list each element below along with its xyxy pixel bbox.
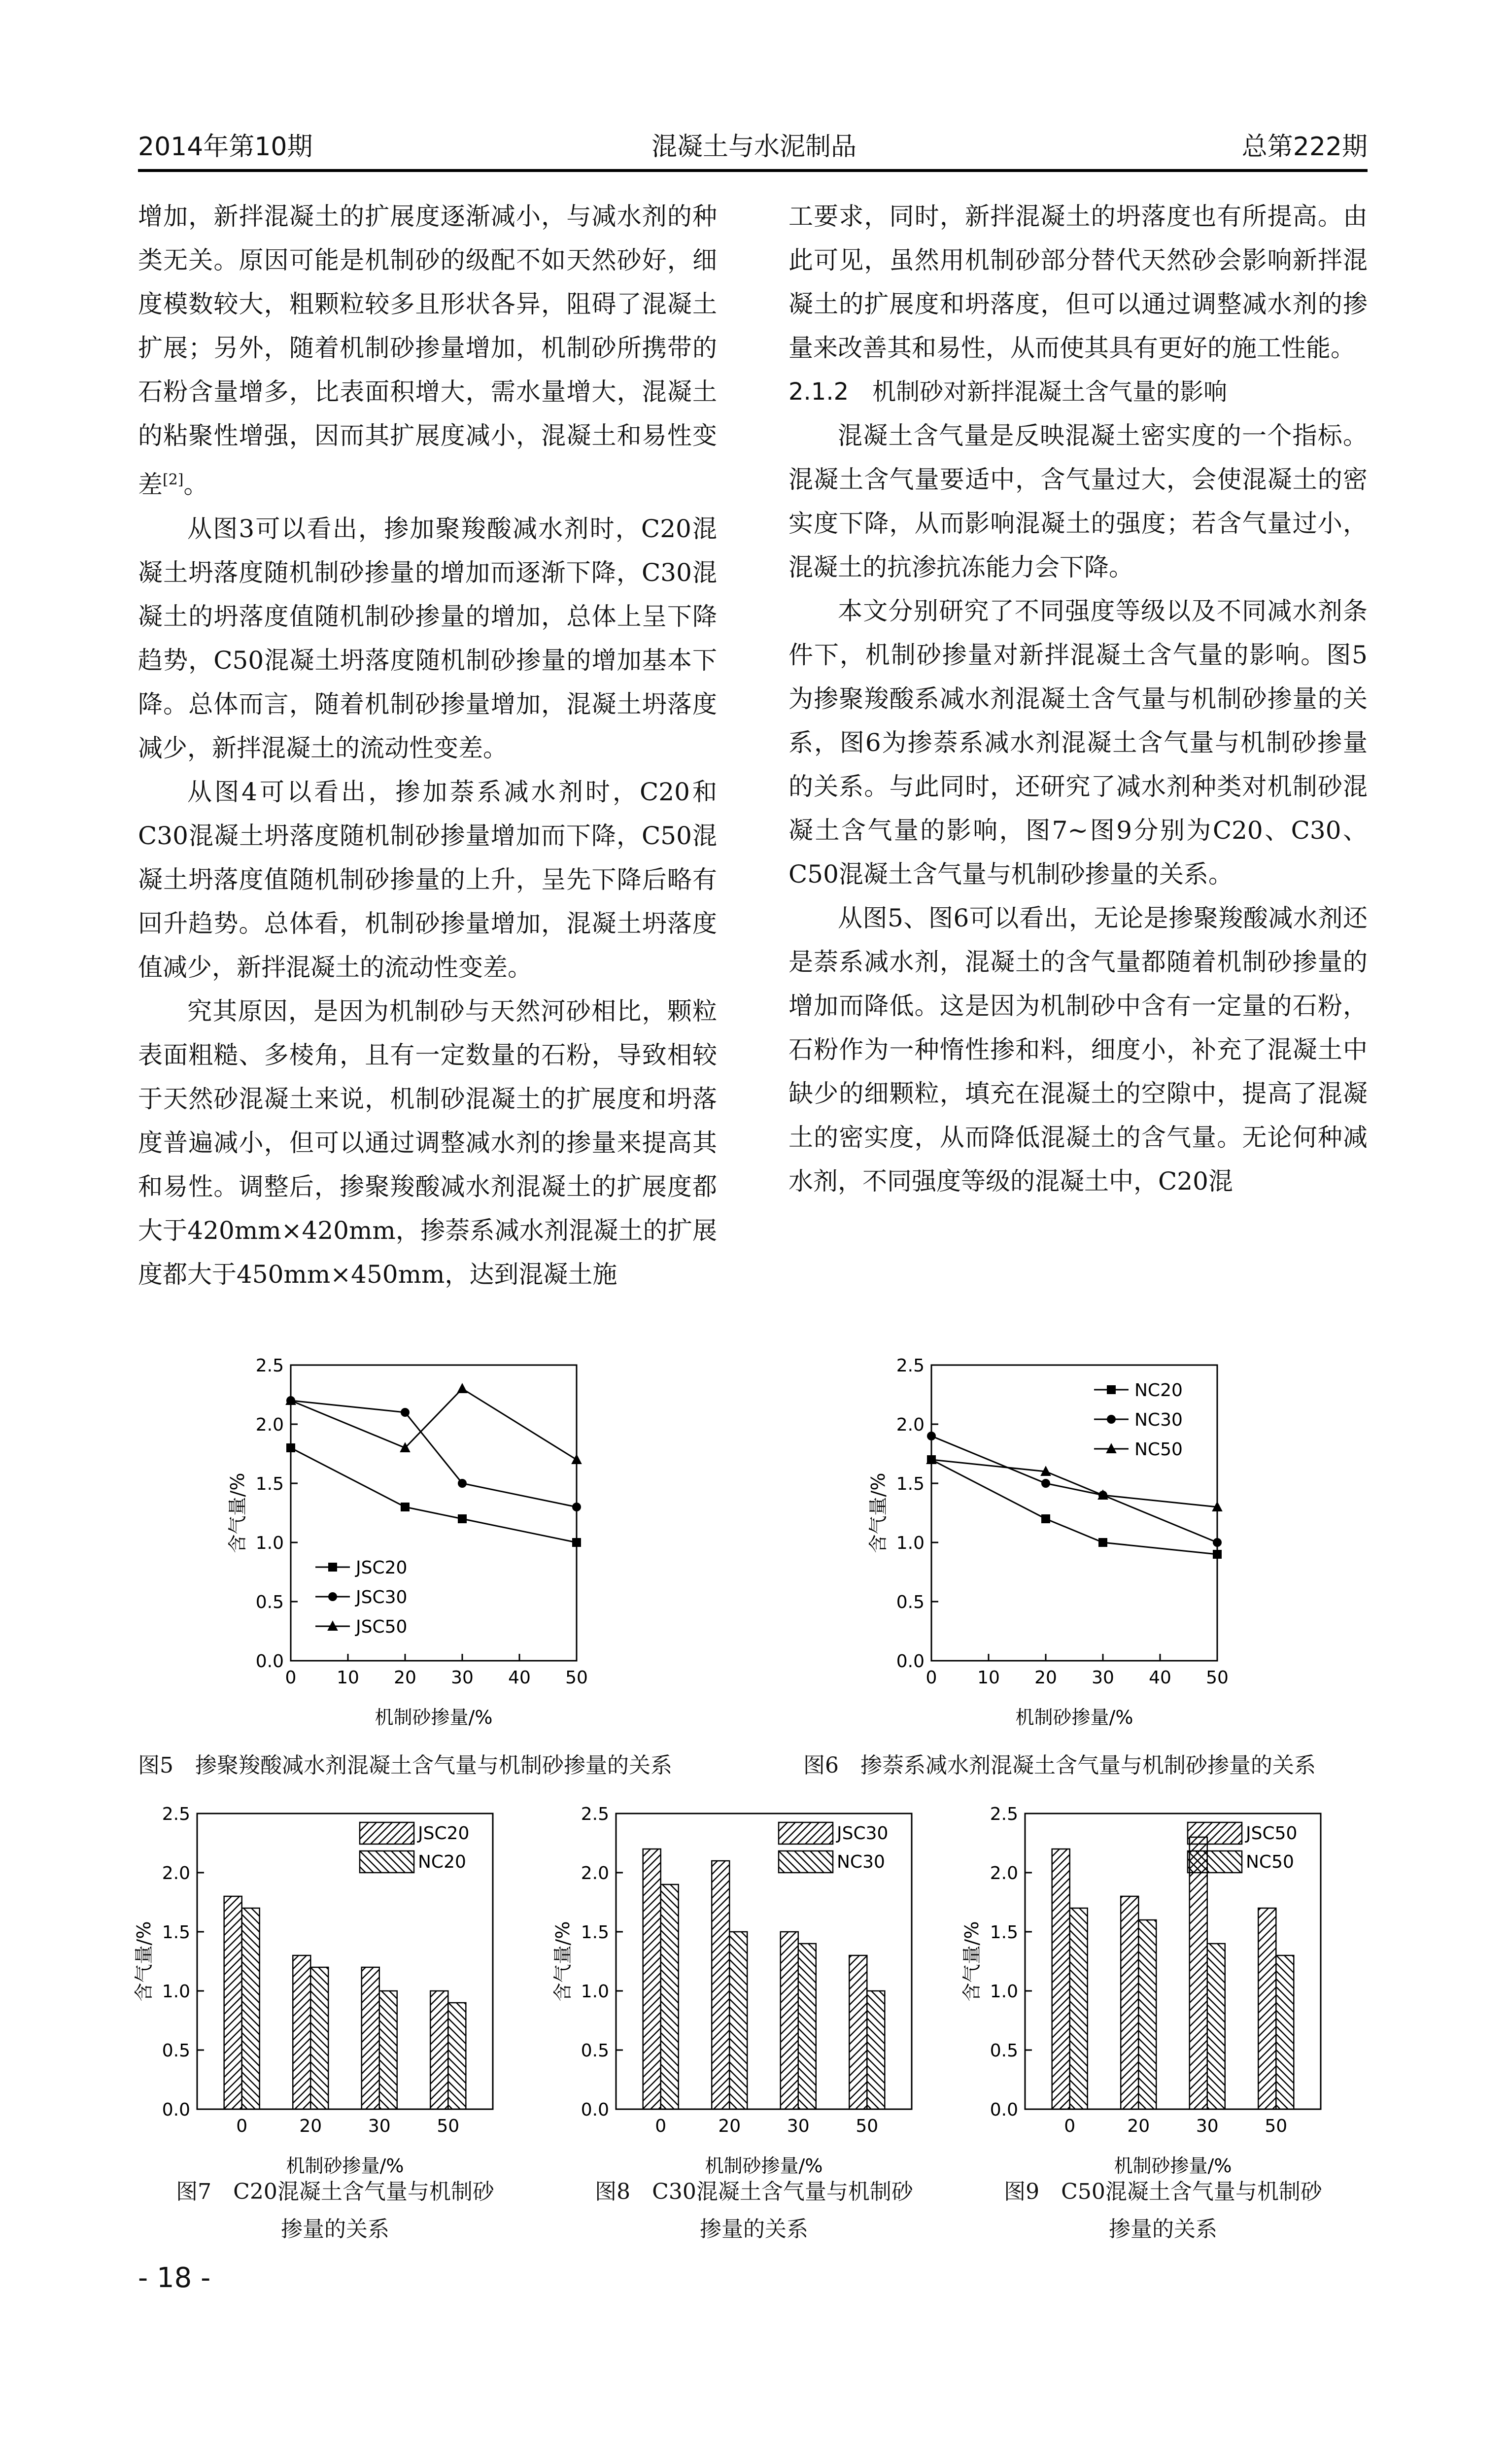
y-tick-label: 1.0 (896, 1533, 925, 1553)
legend-label-NC20: NC20 (1134, 1380, 1183, 1401)
y-tick-label: 0.5 (581, 2041, 609, 2061)
y-axis-label: 含气量/% (227, 1472, 248, 1553)
data-point-JSC20 (286, 1443, 295, 1452)
figure-7-caption-line1: 图7 C20混凝土含气量与机制砂 (176, 2179, 494, 2204)
x-tick-label: 50 (1265, 2116, 1288, 2136)
data-point-NC30 (927, 1432, 936, 1440)
bar-NC30 (661, 1884, 679, 2109)
figure-9-caption (976, 2173, 1350, 2248)
x-tick-label: 20 (1034, 1668, 1057, 1688)
x-tick-label: 0 (1064, 2116, 1076, 2136)
y-tick-label: 1.0 (162, 1982, 190, 2002)
y-tick-label: 1.0 (990, 1982, 1018, 2002)
x-tick-label: 10 (977, 1668, 1000, 1688)
y-tick-label: 2.0 (896, 1415, 925, 1435)
figure-7 (113, 1794, 517, 2178)
y-tick-label: 0.5 (896, 1592, 925, 1612)
legend-swatch-NC20 (360, 1851, 414, 1873)
x-tick-label: 40 (1149, 1668, 1171, 1688)
y-tick-label: 2.5 (255, 1356, 284, 1376)
y-tick-label: 2.0 (162, 1863, 190, 1883)
bar-chart-fig8 (532, 1794, 936, 2178)
x-tick-label: 0 (655, 2116, 667, 2136)
x-tick-label: 0 (925, 1668, 937, 1688)
bar-JSC30 (712, 1861, 729, 2109)
header-issue: 2014年第10期 (138, 132, 313, 162)
right-column (788, 195, 1368, 1203)
y-axis-label: 含气量/% (552, 1921, 574, 2002)
figure-7-caption-line2: 掺量的关系 (281, 2217, 389, 2242)
y-tick-label: 0.5 (162, 2041, 190, 2061)
y-tick-label: 0.0 (581, 2100, 609, 2120)
x-axis-label: 机制砂掺量/% (705, 2155, 823, 2177)
x-tick-label: 10 (337, 1668, 359, 1688)
section-heading: 2.1.2 机制砂对新拌混凝土含气量的影响 (788, 378, 1228, 406)
paragraph: 本文分别研究了不同强度等级以及不同减水剂条件下，机制砂掺量对新拌混凝土含气量的影响。图5为掺聚羧酸系减水剂混凝土含气量与机制砂掺量的关系，图6为掺萘系减水剂混凝土含气量与机制砂掺量的关系。与此同时，还研究了减水剂种类对机制砂混凝土含气量的影响，图7~图9分别为C20、C30、C50混凝土含气量与机制砂掺量的关系。 (788, 597, 1368, 889)
x-axis-label: 机制砂掺量/% (1015, 1707, 1133, 1728)
bar-JSC20 (224, 1896, 242, 2109)
figure-7-caption (148, 2173, 522, 2248)
y-tick-label: 0.0 (896, 1651, 925, 1672)
x-tick-label: 0 (285, 1668, 297, 1688)
y-tick-label: 0.0 (162, 2100, 190, 2120)
figure-8 (532, 1794, 936, 2178)
legend-label-JSC30: JSC30 (837, 1823, 889, 1844)
page-number: - 18 - (138, 2262, 211, 2294)
bar-chart-fig9 (941, 1794, 1345, 2178)
line-chart-fig5 (207, 1345, 651, 1740)
series-line-NC50 (931, 1460, 1217, 1507)
paragraph: 究其原因，是因为机制砂与天然河砂相比，颗粒表面粗糙、多棱角，且有一定数量的石粉，导致相较于天然砂混凝土来说，机制砂混凝土的扩展度和坍落度普遍减小，但可以通过调整减水剂的掺量来提高其和易性。调整后，掺聚羧酸减水剂混凝土的扩展度都大于420mm×420mm，掺萘系减水剂混凝土的扩展度都大于450mm×450mm，达到混凝土施 (138, 996, 717, 1289)
bar-NC50 (1138, 1920, 1156, 2109)
data-point-NC20 (1098, 1538, 1107, 1547)
y-tick-label: 1.5 (255, 1474, 284, 1494)
data-point-JSC20 (572, 1538, 581, 1547)
y-tick-label: 2.5 (162, 1804, 190, 1824)
bar-NC20 (448, 2003, 466, 2109)
x-tick-label: 20 (299, 2116, 322, 2136)
x-tick-label: 0 (236, 2116, 248, 2136)
y-tick-label: 0.0 (255, 1651, 284, 1672)
bar-NC30 (729, 1932, 747, 2109)
legend-label-NC50: NC50 (1246, 1852, 1294, 1872)
y-tick-label: 0.5 (255, 1592, 284, 1612)
legend-swatch-JSC30 (779, 1822, 833, 1844)
x-tick-label: 50 (1206, 1668, 1229, 1688)
y-tick-label: 2.0 (255, 1415, 284, 1435)
figure-5-caption: 图5 掺聚羧酸减水剂混凝土含气量与机制砂掺量的关系 (138, 1753, 672, 1778)
x-tick-label: 30 (787, 2116, 810, 2136)
y-tick-label: 1.5 (162, 1922, 190, 1943)
line-chart-fig6 (848, 1345, 1291, 1740)
y-tick-label: 1.0 (255, 1533, 284, 1553)
legend-marker-NC20 (1107, 1385, 1116, 1394)
data-point-JSC30 (401, 1408, 410, 1417)
header-journal-title: 混凝土与水泥制品 (651, 132, 856, 162)
data-point-JSC50 (571, 1454, 582, 1464)
y-axis-label: 含气量/% (867, 1472, 889, 1553)
figure-6 (848, 1345, 1291, 1740)
citation-ref: [2] (163, 471, 184, 488)
bar-NC30 (867, 1991, 885, 2109)
series-line-JSC20 (291, 1448, 577, 1542)
x-axis-label: 机制砂掺量/% (286, 2155, 404, 2177)
paragraph: 从图5、图6可以看出，无论是掺聚羧酸减水剂还是萘系减水剂，混凝土的含气量都随着机制砂掺量的增加而降低。这是因为机制砂中含有一定量的石粉，石粉作为一种惰性掺和料，细度小，补充了混凝土中缺少的细颗粒，填充在混凝土的空隙中，提高了混凝土的密实度，从而降低混凝土的含气量。无论何种减水剂，不同强度等级的混凝土中，C20混 (788, 904, 1368, 1196)
y-tick-label: 2.0 (581, 1863, 609, 1883)
header-rule (138, 169, 1368, 172)
bar-JSC50 (1121, 1896, 1138, 2109)
paragraph: 混凝土含气量是反映混凝土密实度的一个指标。混凝土含气量要适中，含气量过大，会使混凝土的密实度下降，从而影响混凝土的强度；若含气量过小，混凝土的抗渗抗冻能力会下降。 (788, 421, 1368, 582)
header-total-issue: 总第222期 (1241, 132, 1368, 162)
legend-label-NC50: NC50 (1134, 1439, 1183, 1460)
legend-swatch-JSC50 (1188, 1822, 1242, 1844)
bar-JSC30 (781, 1932, 798, 2109)
y-axis-label: 含气量/% (133, 1921, 155, 2002)
bar-JSC30 (849, 1955, 867, 2109)
x-tick-label: 20 (718, 2116, 741, 2136)
y-tick-label: 0.0 (990, 2100, 1018, 2120)
y-axis-label: 含气量/% (961, 1921, 983, 2002)
paragraph: 从图4可以看出，掺加萘系减水剂时，C20和C30混凝土坍落度随机制砂掺量增加而下降，C50混凝土坍落度值随机制砂掺量的上升，呈先下降后略有回升趋势。总体看，机制砂掺量增加，混凝土坍落度值减少，新拌混凝土的流动性变差。 (138, 777, 717, 982)
x-tick-label: 50 (856, 2116, 879, 2136)
x-tick-label: 30 (368, 2116, 391, 2136)
bar-NC20 (242, 1908, 260, 2109)
legend-swatch-NC50 (1188, 1851, 1242, 1873)
bar-JSC30 (643, 1849, 661, 2109)
legend-label-NC30: NC30 (837, 1852, 885, 1872)
paragraph-text: 增加，新拌混凝土的扩展度逐渐减小，与减水剂的种类无关。原因可能是机制砂的级配不如天然砂好，细度模数较大，粗颗粒较多且形状各异，阻碍了混凝土扩展；另外，随着机制砂掺量增加，机制砂所携带的石粉含量增多，比表面积增大，需水量增大，混凝土的粘聚性增强，因而其扩展度减小，混凝土和易性变差 (138, 202, 717, 499)
x-axis-label: 机制砂掺量/% (1114, 2155, 1232, 2177)
bar-JSC50 (1258, 1908, 1276, 2109)
figure-9 (941, 1794, 1345, 2178)
y-tick-label: 2.5 (990, 1804, 1018, 1824)
data-point-JSC20 (401, 1503, 410, 1511)
bar-chart-fig7 (113, 1794, 517, 2178)
data-point-JSC30 (572, 1503, 581, 1511)
x-tick-label: 30 (1092, 1668, 1114, 1688)
plot-frame (931, 1365, 1217, 1661)
series-line-JSC30 (291, 1401, 577, 1507)
figure-8-caption-line1: 图8 C30混凝土含气量与机制砂 (595, 2179, 913, 2204)
paragraph: 工要求，同时，新拌混凝土的坍落度也有所提高。由此可见，虽然用机制砂部分替代天然砂会影响新拌混凝土的扩展度和坍落度，但可以通过调整减水剂的掺量来改善其和易性，从而使其具有更好的施工性能。 (788, 202, 1368, 362)
y-tick-label: 1.0 (581, 1982, 609, 2002)
figure-9-caption-line1: 图9 C50混凝土含气量与机制砂 (1004, 2179, 1322, 2204)
legend-marker-JSC30 (328, 1592, 337, 1601)
paragraph: 从图3可以看出，掺加聚羧酸减水剂时，C20混凝土坍落度随机制砂掺量的增加而逐渐下降，C30混凝土的坍落度值随机制砂掺量的增加，总体上呈下降趋势，C50混凝土坍落度随机制砂掺量的增加基本下降。总体而言，随着机制砂掺量增加，混凝土坍落度减少，新拌混凝土的流动性变差。 (138, 514, 717, 762)
bar-JSC20 (430, 1991, 448, 2109)
figure-5 (207, 1345, 651, 1740)
y-tick-label: 1.5 (581, 1922, 609, 1943)
x-tick-label: 30 (451, 1668, 474, 1688)
data-point-NC20 (1041, 1514, 1050, 1523)
x-tick-label: 40 (508, 1668, 531, 1688)
legend-label-JSC30: JSC30 (356, 1587, 408, 1608)
series-line-NC20 (931, 1460, 1217, 1554)
figure-9-caption-line2: 掺量的关系 (1109, 2217, 1217, 2242)
bar-NC20 (310, 1967, 328, 2109)
bar-NC20 (379, 1991, 397, 2109)
x-axis-label: 机制砂掺量/% (375, 1707, 493, 1728)
x-tick-label: 20 (1127, 2116, 1150, 2136)
bar-JSC50 (1052, 1849, 1070, 2109)
bar-JSC50 (1190, 1837, 1207, 2109)
paragraph-text-end: 。 (183, 470, 208, 499)
bar-NC50 (1070, 1908, 1088, 2109)
legend-marker-JSC20 (328, 1563, 337, 1572)
bar-JSC20 (293, 1955, 310, 2109)
x-tick-label: 20 (394, 1668, 416, 1688)
bar-NC30 (798, 1944, 816, 2109)
data-point-NC20 (1213, 1550, 1222, 1559)
data-point-JSC20 (458, 1514, 467, 1523)
x-tick-label: 30 (1196, 2116, 1219, 2136)
figure-6-caption: 图6 掺萘系减水剂混凝土含气量与机制砂掺量的关系 (803, 1753, 1316, 1778)
legend-label-NC30: NC30 (1134, 1410, 1183, 1430)
figure-8-caption (567, 2173, 941, 2248)
figure-8-caption-line2: 掺量的关系 (700, 2217, 808, 2242)
x-tick-label: 50 (437, 2116, 460, 2136)
y-tick-label: 2.0 (990, 1863, 1018, 1883)
data-point-NC30 (1041, 1479, 1050, 1488)
legend-swatch-JSC20 (360, 1822, 414, 1844)
bar-NC50 (1276, 1955, 1294, 2109)
legend-label-JSC20: JSC20 (418, 1823, 470, 1844)
legend-label-JSC50: JSC50 (1246, 1823, 1298, 1844)
data-point-JSC30 (458, 1479, 467, 1488)
series-line-JSC50 (291, 1389, 577, 1460)
legend-marker-NC30 (1107, 1415, 1116, 1424)
paragraph (138, 195, 717, 507)
legend-label-NC20: NC20 (418, 1852, 466, 1872)
data-point-NC30 (1213, 1538, 1222, 1547)
y-tick-label: 2.5 (581, 1804, 609, 1824)
legend-label-JSC20: JSC20 (356, 1558, 408, 1578)
y-tick-label: 0.5 (990, 2041, 1018, 2061)
legend-swatch-NC30 (779, 1851, 833, 1873)
x-tick-label: 50 (565, 1668, 588, 1688)
data-point-JSC50 (457, 1383, 468, 1393)
y-tick-label: 1.5 (896, 1474, 925, 1494)
legend-label-JSC50: JSC50 (356, 1617, 408, 1637)
left-column (138, 195, 717, 1297)
y-tick-label: 1.5 (990, 1922, 1018, 1943)
bar-NC50 (1207, 1944, 1225, 2109)
y-tick-label: 2.5 (896, 1356, 925, 1376)
bar-JSC20 (362, 1967, 379, 2109)
